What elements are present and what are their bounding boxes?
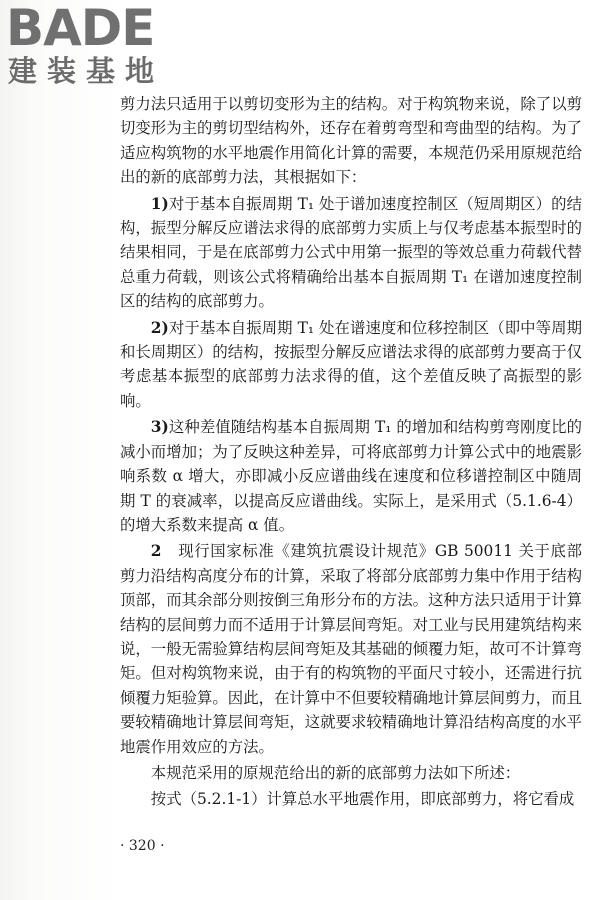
clause-number: 2	[150, 542, 162, 561]
body-text	[120, 92, 582, 814]
paragraph-text: 剪力法只适用于以剪切变形为主的结构。对于构筑物来说，除了以剪切变形为主的剪切型结构外，还存在着剪弯型和弯曲型的结构。为了适应构筑物的水平地震作用简化计算的需要，本规范仍采用原规范给出的新的底部剪力法，其根据如下：	[120, 95, 582, 187]
paragraph-text: 这种差值随结构基本自振周期 T₁ 的增加和结构剪弯刚度比的减小而增加；为了反映这种差异，可将底部剪力计算公式中的地震影响系数 α 增大，亦即减小反应谱曲线在速度和位移谱控制区中随周期 T 的衰减率，以提高反应谱曲线。实际上，是采用式（5.1.6-4）的增大系数来提高 α 值。	[120, 418, 582, 534]
paragraph-clause-2	[120, 539, 582, 759]
paragraph-method	[120, 761, 582, 785]
page-number: · 320 ·	[120, 838, 165, 854]
paragraph-item-3	[120, 415, 582, 537]
item-number: 3)	[150, 418, 169, 437]
paragraph-text: 对于基本自振周期 T₁ 处于谱加速度控制区（短周期区）的结构，振型分解反应谱法求得的底部剪力实质上与仅考虑基本振型时的结果相同，于是在底部剪力公式中用第一振型的等效总重力荷载代替总重力荷载，则该公式将精确给出基本自振周期 T₁ 在谱加速度控制区的结构的底部剪力。	[120, 194, 582, 311]
paragraph-text: 现行国家标准《建筑抗震设计规范》GB 50011 关于底部剪力沿结构高度分布的计算，采取了将部分底部剪力集中作用于结构顶部，而其余部分则按倒三角形分布的方法。这种方法只适用于计算结构的层间剪力而不适用于计算层间弯矩。对工业与民用建筑结构来说，一般无需验算结构层间弯矩及其基础的倾覆力矩，故可不计算弯矩。但对构筑物来说，由于有的构筑物的平面尺寸较小，还需进行抗倾覆力矩验算。因此，在计算中不但要较精确地计算层间剪力，而且要较精确地计算层间弯矩，这就要求较精确地计算沿结构高度的水平地震作用效应的方法。	[120, 542, 582, 756]
paragraph-item-1	[120, 192, 582, 314]
item-number: 1)	[150, 194, 169, 213]
bade-logo	[6, 0, 176, 92]
item-number: 2)	[150, 318, 169, 337]
paragraph-intro	[120, 92, 582, 190]
logo-subtitle: 建装基地	[8, 54, 165, 88]
paragraph-text: 按式（5.2.1-1）计算总水平地震作用，即底部剪力，将它看成	[150, 790, 575, 809]
logo-wordmark: BADE	[6, 0, 155, 57]
paragraph-text: 本规范采用的原规范给出的新的底部剪力法如下所述：	[150, 763, 521, 782]
paragraph-text: 对于基本自振周期 T₁ 处在谱速度和位移控制区（即中等周期和长周期区）的结构，按振型分解反应谱法求得的底部剪力要高于仅考虑基本振型的底部剪力法求得的值，这个差值反映了高振型的影响。	[120, 318, 582, 410]
paragraph-formula	[120, 787, 582, 811]
paragraph-item-2	[120, 316, 582, 414]
